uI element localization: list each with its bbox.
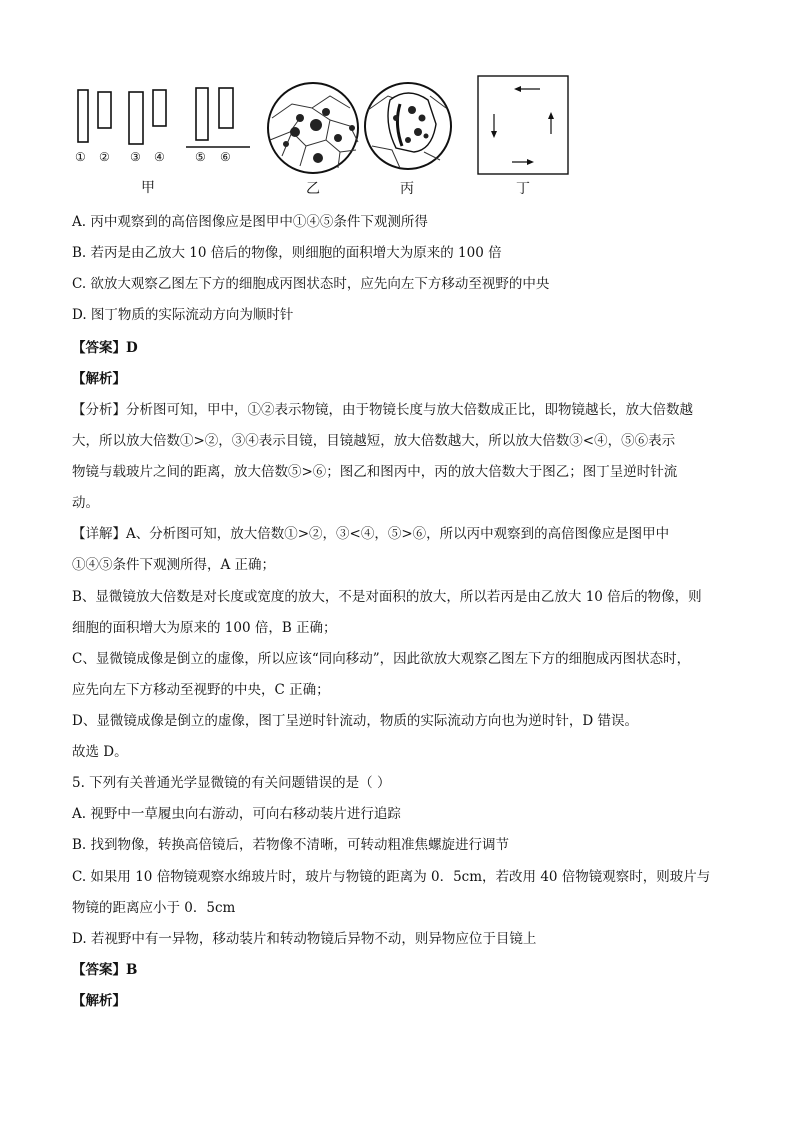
figure-number-6: ⑥ bbox=[220, 150, 231, 164]
detail-line-2: ①④⑤条件下观测所得，A 正确； bbox=[72, 557, 276, 573]
detail-line-1: 【详解】A、分析图可知，放大倍数①>②，③<④，⑤>⑥，所以丙中观察到的高倍图像应是图甲中 bbox=[72, 526, 670, 542]
option-b: B. 若丙是由乙放大 10 倍后的物像，则细胞的面积增大为原来的 100 倍 bbox=[72, 245, 502, 261]
q5-option-a: A. 视野中一草履虫向右游动，可向右移动装片进行追踪 bbox=[72, 806, 401, 822]
analysis-line-3: 物镜与载玻片之间的距离，放大倍数⑤>⑥；图乙和图丙中，丙的放大倍数大于图乙；图丁呈逆时针流 bbox=[72, 464, 678, 480]
figure-number-4: ④ bbox=[154, 150, 165, 164]
lens-1-shape bbox=[78, 90, 88, 142]
detail-line-7: D、显微镜成像是倒立的虚像，图丁呈逆时针流动，物质的实际流动方向也为逆时针，D 错误。 bbox=[72, 713, 638, 729]
detail-line-4: 细胞的面积增大为原来的 100 倍，B 正确； bbox=[72, 620, 337, 636]
answer-label: 【答案】D bbox=[72, 340, 138, 356]
detail-line-5: C、显微镜成像是倒立的虚像，所以应该“同向移动”，因此欲放大观察乙图左下方的细胞成丙图状态时， bbox=[72, 651, 691, 667]
lens-6-shape bbox=[219, 88, 233, 128]
option-d: D. 图丁物质的实际流动方向为顺时针 bbox=[72, 307, 294, 323]
detail-line-8: 故选 D。 bbox=[72, 744, 128, 760]
q5-option-b: B. 找到物像，转换高倍镜后，若物像不清晰，可转动粗准焦螺旋进行调节 bbox=[72, 837, 510, 853]
q5-option-c-line-1: C. 如果用 10 倍物镜观察水绵玻片时，玻片与物镜的距离为 0．5cm，若改用 40 倍物镜观察时，则玻片与 bbox=[72, 869, 711, 885]
view-ding bbox=[478, 76, 568, 174]
figure-label-bing: 丙 bbox=[400, 181, 414, 197]
figure-drawing bbox=[0, 0, 794, 205]
lens-3-shape bbox=[129, 92, 143, 144]
q5-analysis-label: 【解析】 bbox=[72, 993, 126, 1009]
figure-label-yi: 乙 bbox=[306, 181, 320, 197]
lens-4-shape bbox=[153, 90, 166, 126]
q5-answer-label: 【答案】B bbox=[72, 962, 138, 978]
lens-2-shape bbox=[98, 92, 111, 128]
analysis-line-2: 大，所以放大倍数①>②，③④表示目镜，目镜越短，放大倍数越大，所以放大倍数③<④，⑤⑥表示 bbox=[72, 433, 676, 449]
figure-number-3: ③ bbox=[130, 150, 141, 164]
analysis-label: 【解析】 bbox=[72, 371, 126, 387]
figure-number-2: ② bbox=[99, 150, 110, 164]
question-5-stem: 5. 下列有关普通光学显微镜的有关问题错误的是（ ） bbox=[72, 775, 391, 791]
q5-option-d: D. 若视野中有一异物，移动装片和转动物镜后异物不动，则异物应位于目镜上 bbox=[72, 931, 537, 947]
figure-label-jia: 甲 bbox=[141, 180, 155, 196]
analysis-line-1: 【分析】分析图可知，甲中，①②表示物镜，由于物镜长度与放大倍数成正比，即物镜越长，放大倍数越 bbox=[72, 402, 693, 418]
option-a: A. 丙中观察到的高倍图像应是图甲中①④⑤条件下观测所得 bbox=[72, 214, 428, 230]
option-c: C. 欲放大观察乙图左下方的细胞成丙图状态时，应先向左下方移动至视野的中央 bbox=[72, 276, 550, 292]
microscope-figure bbox=[0, 0, 794, 205]
lens-diagram bbox=[78, 88, 250, 147]
figure-number-5: ⑤ bbox=[195, 150, 206, 164]
view-bing bbox=[365, 83, 451, 169]
analysis-line-4: 动。 bbox=[72, 495, 99, 511]
detail-line-6: 应先向左下方移动至视野的中央，C 正确； bbox=[72, 682, 330, 698]
view-yi bbox=[268, 83, 358, 173]
figure-label-ding: 丁 bbox=[516, 181, 530, 197]
q5-option-c-line-2: 物镜的距离应小于 0．5cm bbox=[72, 900, 236, 916]
detail-line-3: B、显微镜放大倍数是对长度或宽度的放大，不是对面积的放大，所以若丙是由乙放大 10 倍后的物像，则 bbox=[72, 589, 702, 605]
lens-5-shape bbox=[196, 88, 208, 140]
figure-number-1: ① bbox=[75, 150, 86, 164]
